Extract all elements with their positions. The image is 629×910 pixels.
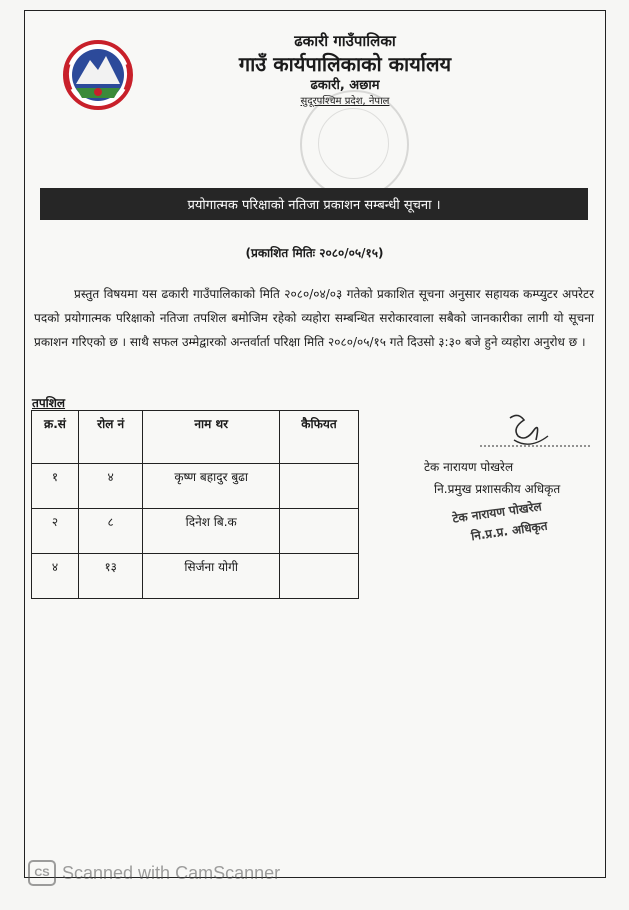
cell-name: सिर्जना योगी	[143, 554, 280, 599]
header-remarks: कैफियत	[279, 411, 358, 464]
results-table	[31, 410, 359, 599]
cell-roll: १३	[78, 554, 143, 599]
nepal-government-emblem-icon	[62, 40, 134, 110]
stamp-title: नि.प्र.प्र. अधिकृत	[470, 518, 549, 544]
signatory-title: नि.प्रमुख प्रशासकीय अधिकृत	[434, 482, 561, 496]
cell-roll: ८	[78, 509, 143, 554]
municipality-name: ढकारी गाउँपालिका	[294, 32, 396, 50]
header-name: नाम थर	[143, 411, 280, 464]
handwritten-signature	[440, 410, 590, 452]
header-roll: रोल नं	[78, 411, 143, 464]
cell-name: दिनेश बि.क	[143, 509, 280, 554]
table-header-row	[32, 411, 359, 464]
province-name: सुदूरपश्चिम प्रदेश, नेपाल	[300, 96, 390, 107]
cell-sn: १	[32, 464, 79, 509]
cell-sn: २	[32, 509, 79, 554]
details-label: तपशिल	[32, 396, 66, 410]
notice-title: प्रयोगात्मक परिक्षाको नतिजा प्रकाशन सम्बन्धी सूचना ।	[187, 198, 441, 213]
cell-sn: ४	[32, 554, 79, 599]
cell-remarks	[279, 554, 358, 599]
table-row	[32, 509, 359, 554]
header-sn: क्र.सं	[32, 411, 79, 464]
office-location: ढकारी, अछाम	[310, 78, 380, 93]
cell-remarks	[279, 464, 358, 509]
table-row	[32, 554, 359, 599]
cell-name: कृष्ण बहादुर बुढा	[143, 464, 280, 509]
notice-title-bar	[40, 188, 588, 220]
signatory-name: टेक नारायण पोखरेल	[424, 460, 514, 474]
office-name: गाउँ कार्यपालिकाको कार्यालय	[238, 52, 452, 76]
table-row	[32, 464, 359, 509]
watermark-text: Scanned with CamScanner	[62, 862, 281, 883]
notice-body: प्रस्तुत विषयमा यस ढकारी गाउँपालिकाको मिति २०८०/०४/०३ गतेको प्रकाशित सूचना अनुसार सहायक कम्प्युटर अपरेटर पदको प्रयोगात्मक परिक्षाको नतिजा तपशिल बमोजिम रहेको व्यहोरा सम्बन्धित सरोकारवाला सबैको जानकारीका लागी यो सूचना प्रकाशन गरिएको छ । साथै सफल उम्मेद्वारको अन्तर्वार्ता परिक्षा मिति २०८०/०५/१५ गते दिउसो ३:३० बजे हुने व्यहोरा अनुरोध छ ।	[34, 287, 594, 349]
cell-roll: ४	[78, 464, 143, 509]
camscanner-watermark	[28, 860, 280, 886]
cell-remarks	[279, 509, 358, 554]
faint-office-stamp	[300, 90, 409, 199]
stamp-name: टेक नारायण पोखरेल	[451, 499, 543, 526]
published-date: (प्रकाशित मितिः २०८०/०५/१५)	[245, 246, 384, 260]
camscanner-logo-icon: CS	[28, 860, 56, 886]
